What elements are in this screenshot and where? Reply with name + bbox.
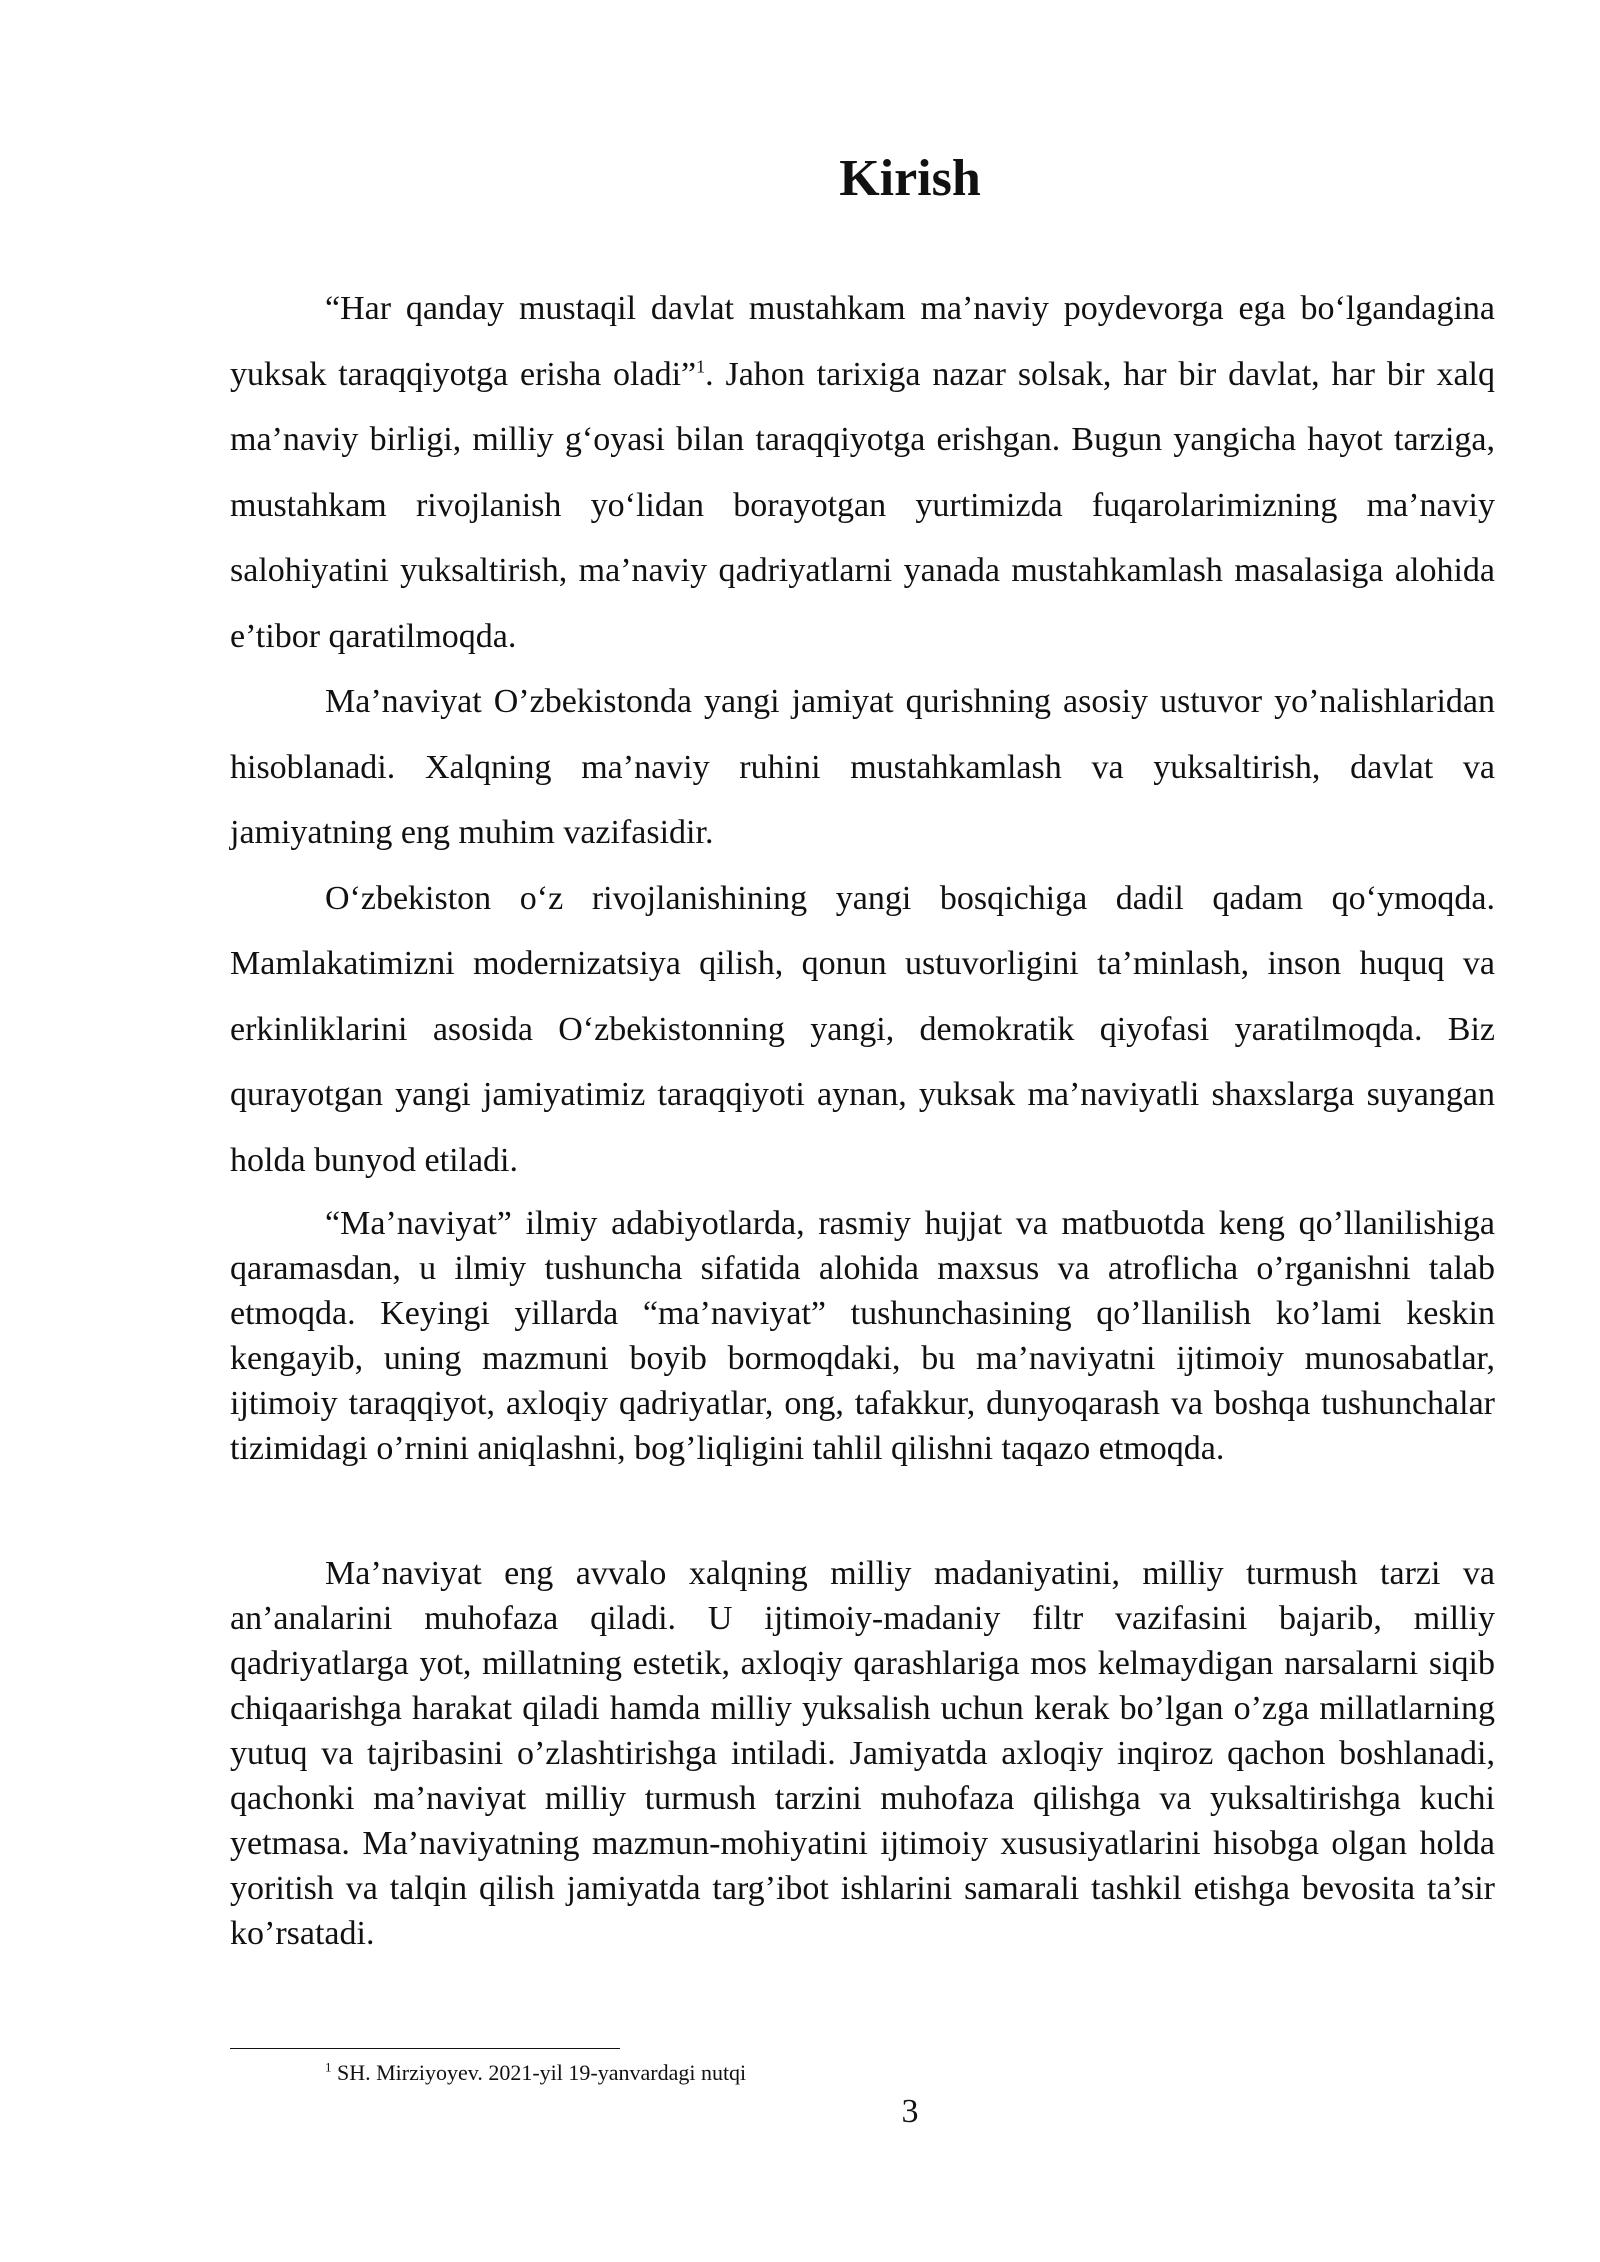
paragraph-1-quote: “Har qanday mustaqil davlat mustahkam ma’naviy poydevorga ega bo‘lgandagina yuksak taraqqiyotga erisha oladi” (230, 290, 1495, 393)
footnote-marker: 1 (325, 2059, 332, 2075)
body-text (230, 276, 1495, 1956)
footnote (325, 2058, 746, 2088)
page-title: Kirish (839, 150, 981, 207)
paragraph-2: Ma’naviyat O’zbekistonda yangi jamiyat qurishning asosiy ustuvor yo’nalishlaridan hisoblanadi. Xalqning ma’naviy ruhini mustahkamlash va yuksaltirish, davlat va jamiyatning eng muhim vazifasidir. (230, 683, 1495, 851)
footnote-separator (230, 2048, 620, 2049)
footnote-text: SH. Mirziyoyev. 2021-yil 19-yanvardagi nutqi (331, 2060, 747, 2085)
paragraph-4: “Ma’naviyat” ilmiy adabiyotlarda, rasmiy hujjat va matbuotda keng qo’llanilishiga qaramasdan, u ilmiy tushuncha sifatida alohida maxsus va atroflicha o’rganishni talab etmoqda. Keyingi yillarda “ma’naviyat” tushunchasining qo’llanilish ko’lami keskin kengayib, uning mazmuni boyib bormoqdaki, bu ma’naviyatni ijtimoiy munosabatlar, ijtimoiy taraqqiyot, axloqiy qadriyatlar, ong, tafakkur, dunyoqarash va boshqa tushunchalar tizimidagi o’rnini aniqlashni, bog’liqligini tahlil qilishni taqazo etmoqda. (230, 1205, 1495, 1467)
footnote-reference[interactable]: 1 (696, 356, 706, 377)
page-number: 3 (901, 2093, 919, 2130)
paragraph-5: Ma’naviyat eng avvalo xalqning milliy madaniyatini, milliy turmush tarzi va an’analarini muhofaza qiladi. U ijtimoiy-madaniy filtr vazifasini bajarib, milliy qadriyatlarga yot, millatning estetik, axloqiy qarashlariga mos kelmaydigan narsalarni siqib chiqaarishga harakat qiladi hamda milliy yuksalish uchun kerak bo’lgan o’zga millatlarning yutuq va tajribasini o’zlashtirishga intiladi. Jamiyatda axloqiy inqiroz qachon boshlanadi, qachonki ma’naviyat milliy turmush tarzini muhofaza qilishga va yuksaltirishga kuchi yetmasa. Ma’naviyatning mazmun-mohiyatini ijtimoiy xususiyatlarini hisobga olgan holda yoritish va talqin qilish jamiyatda targ’ibot ishlarini samarali tashkil etishga bevosita ta’sir ko’rsatadi. (230, 1555, 1495, 1952)
paragraph-1-rest: . Jahon tarixiga nazar solsak, har bir davlat, har bir xalq ma’naviy birligi, milliy g‘oyasi bilan taraqqiyotga erishgan. Bugun yangicha hayot tarziga, mustahkam rivojlanish yo‘lidan borayotgan yurtimizda fuqarolarimizning ma’naviy salohiyatini yuksaltirish, ma’naviy qadriyatlarni yanada mustahkamlash masalasiga alohida e’tibor qaratilmoqda. (230, 355, 1495, 655)
paragraph-3: O‘zbekiston o‘z rivojlanishining yangi bosqichiga dadil qadam qo‘ymoqda. Mamlakatimizni modernizatsiya qilish, qonun ustuvorligini ta’minlash, inson huquq va erkinliklarini asosida O‘zbekistonning yangi, demokratik qiyofasi yaratilmoqda. Biz qurayotgan yangi jamiyatimiz taraqqiyoti aynan, yuksak ma’naviyatli shaxslarga suyangan holda bunyod etiladi. (230, 879, 1495, 1179)
paragraph-1 (230, 276, 1495, 669)
